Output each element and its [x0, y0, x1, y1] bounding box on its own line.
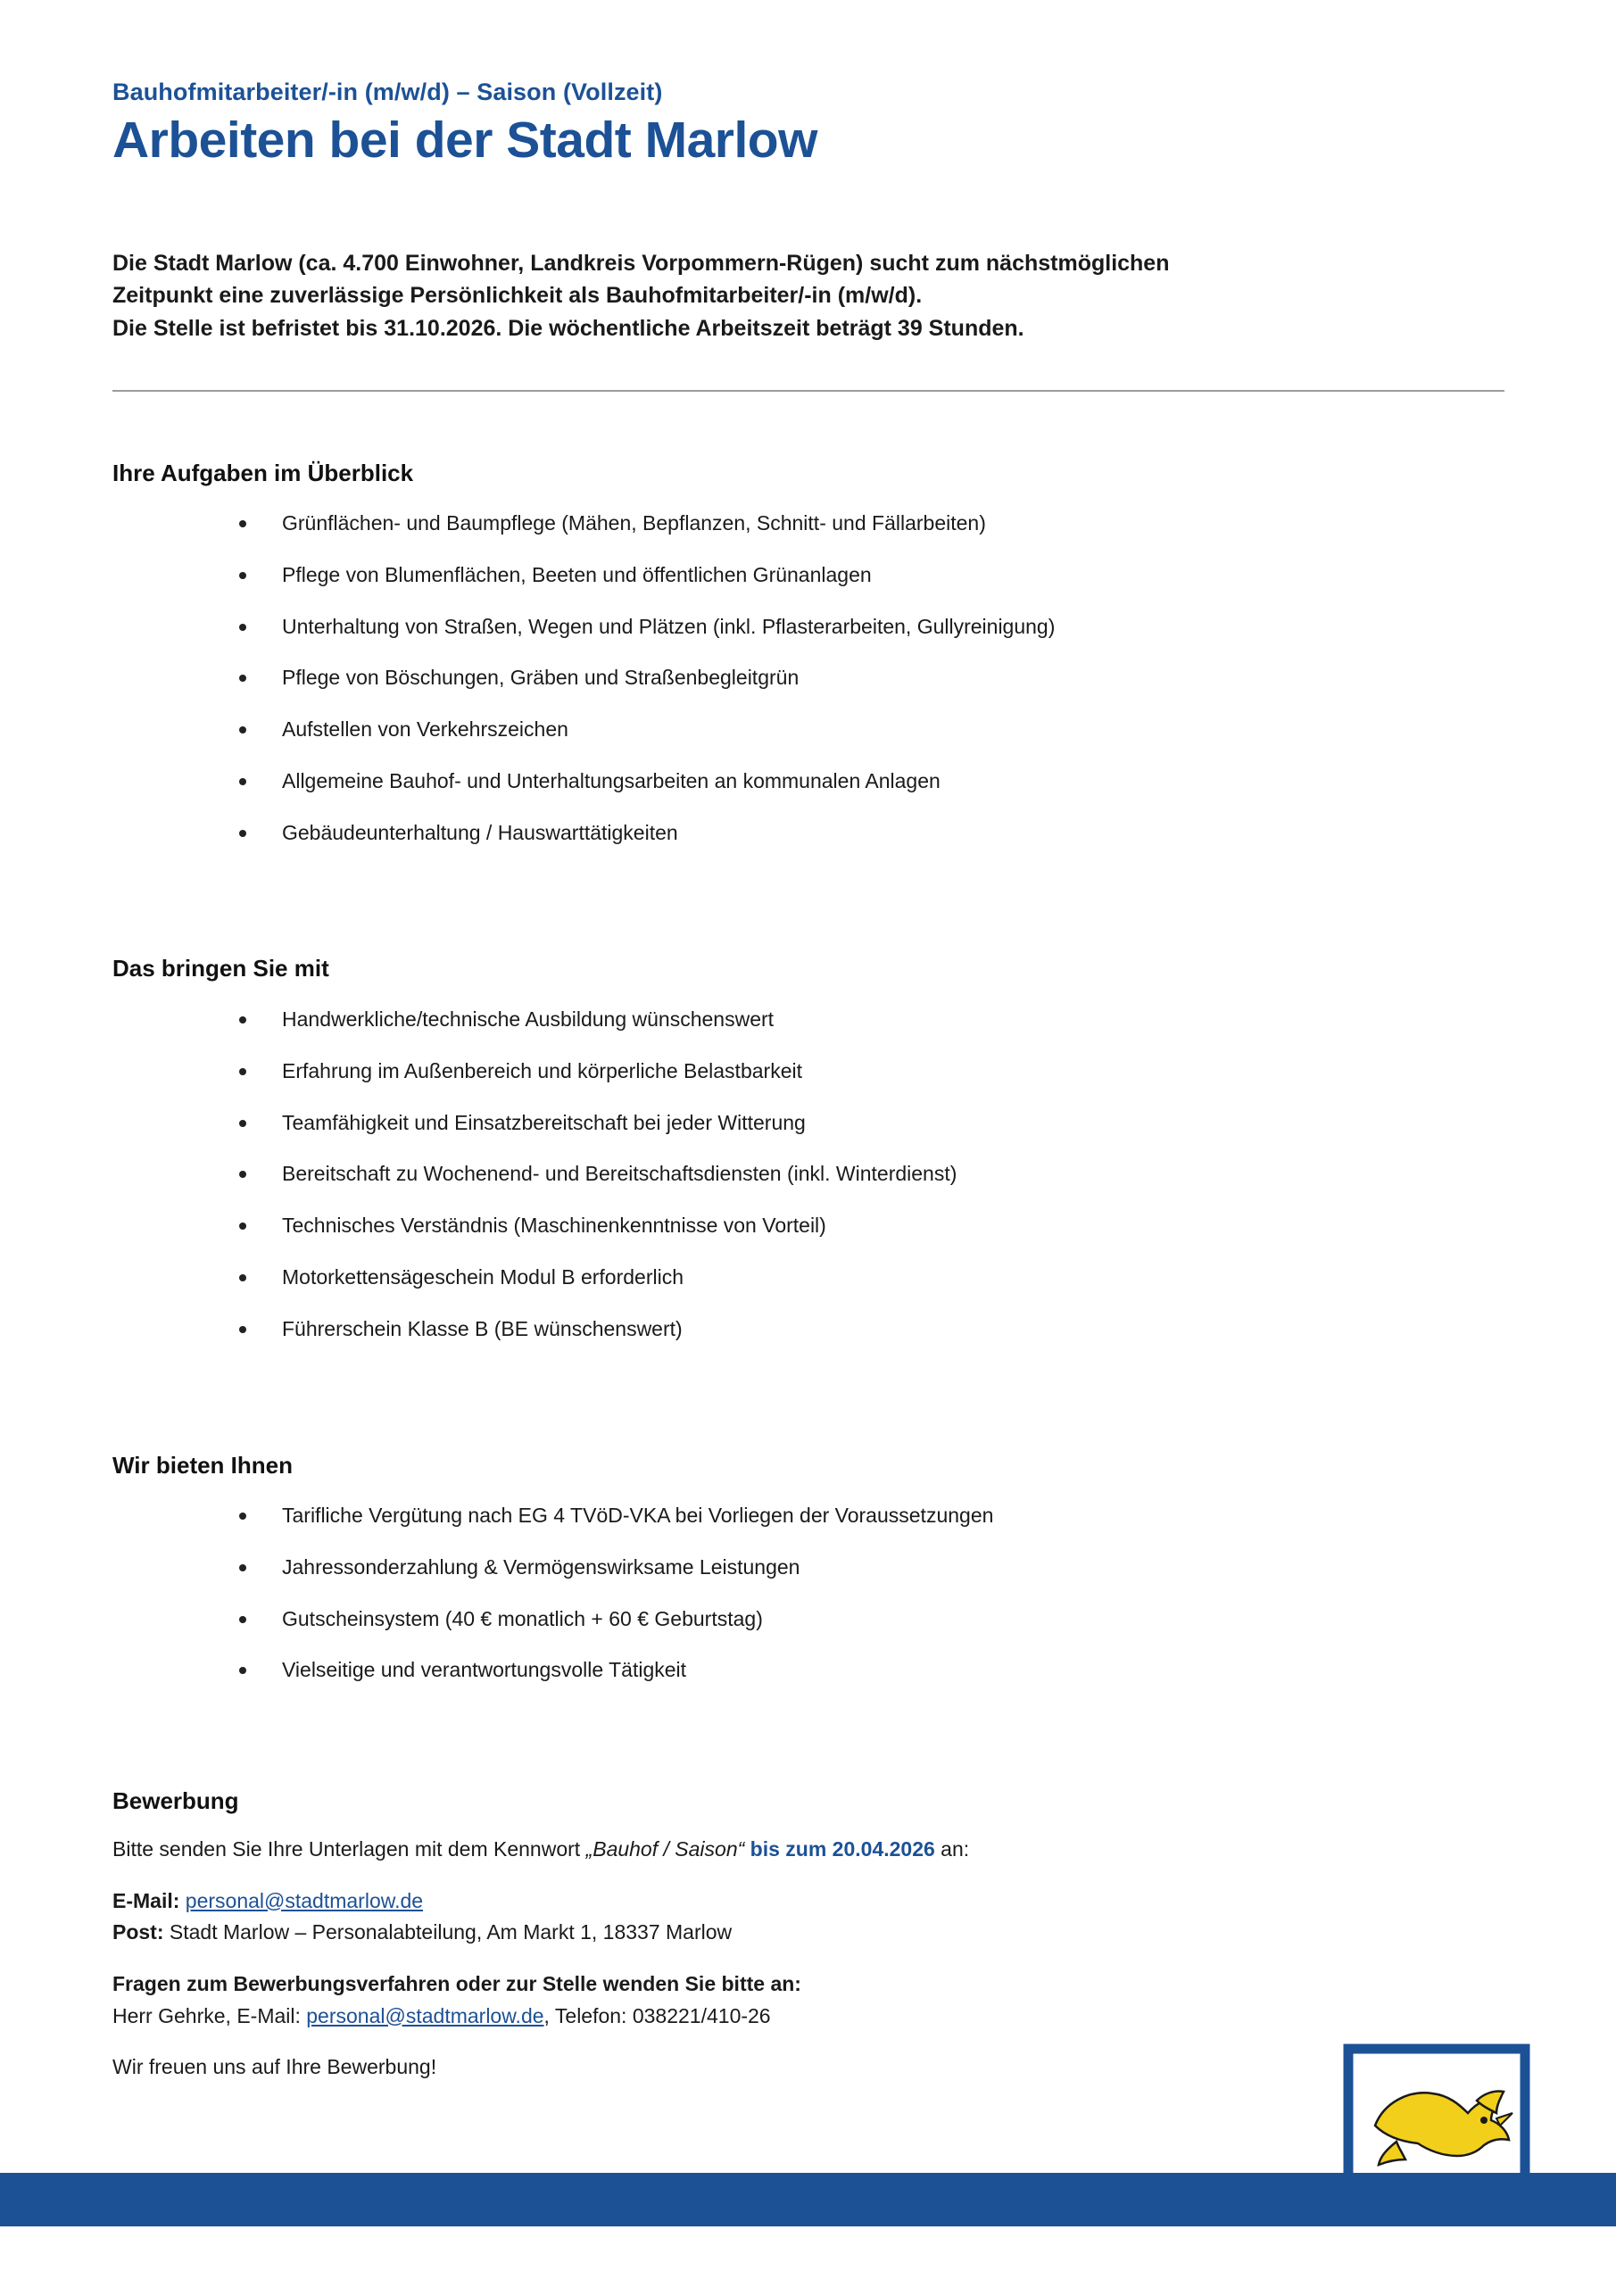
section-heading-anforderungen: Das bringen Sie mit [112, 955, 329, 982]
contact-prefix: Herr Gehrke, E-Mail: [112, 2003, 307, 2027]
list-angebot [230, 1503, 1497, 1709]
list-item [230, 665, 1497, 691]
list-item-label: Handwerkliche/technische Ausbildung wünschenswert [282, 1007, 775, 1031]
job-subtitle: Bauhofmitarbeiter/-in (m/w/d) – Saison (Vollzeit) [112, 79, 663, 105]
bullet-icon [239, 830, 246, 837]
list-item-label: Führerschein Klasse B (BE wünschenswert) [282, 1316, 683, 1340]
list-aufgaben [230, 510, 1497, 871]
email-link[interactable]: personal@stadtmarlow.de [185, 1888, 424, 1912]
post-label: Post: [112, 1920, 164, 1944]
intro-line-1: Die Stadt Marlow (ca. 4.700 Einwohner, Landkreis Vorpommern-Rügen) sucht zum nächstmöglichen [112, 251, 1170, 276]
send-suffix: an: [934, 1837, 970, 1861]
bullet-icon [239, 1171, 246, 1178]
bullet-icon [239, 572, 246, 579]
list-item-label: Grünflächen- und Baumpflege (Mähen, Bepflanzen, Schnitt- und Fällarbeiten) [282, 511, 986, 535]
bullet-icon [239, 1513, 246, 1520]
post-line [112, 1917, 1451, 1949]
list-item [230, 562, 1497, 588]
bullet-icon [239, 1667, 246, 1674]
list-item [230, 1657, 1497, 1683]
list-item [230, 510, 1497, 536]
list-item [230, 1161, 1497, 1187]
list-item-label: Vielseitige und verantwortungsvolle Tätigkeit [282, 1658, 687, 1682]
list-item-label: Unterhaltung von Straßen, Wegen und Plätzen (inkl. Pflasterarbeiten, Gullyreinigung) [282, 614, 1056, 638]
intro-line-3: Die Stelle ist befristet bis 31.10.2026. Die wöchentliche Arbeitszeit beträgt 39 Stunden. [112, 315, 1024, 341]
list-anforderungen [230, 1007, 1497, 1367]
contact-line [112, 2001, 1451, 2033]
bullet-icon [239, 1068, 246, 1075]
list-item-label: Tarifliche Vergütung nach EG 4 TVöD-VKA bei Vorliegen der Voraussetzungen [282, 1504, 994, 1527]
list-item-label: Aufstellen von Verkehrszeichen [282, 717, 568, 741]
list-item [230, 1316, 1497, 1342]
list-item-label: Gutscheinsystem (40 € monatlich + 60 € Geburtstag) [282, 1606, 763, 1630]
list-item-label: Erfahrung im Außenbereich und körperliche Belastbarkeit [282, 1058, 802, 1082]
list-item [230, 1058, 1497, 1084]
bullet-icon [239, 1274, 246, 1281]
list-item [230, 768, 1497, 794]
list-item-label: Technisches Verständnis (Maschinenkenntnisse von Vorteil) [282, 1214, 826, 1237]
list-item-label: Pflege von Blumenflächen, Beeten und öffentlichen Grünanlagen [282, 562, 872, 586]
list-item [230, 1110, 1497, 1136]
list-item-label: Bereitschaft zu Wochenend- und Bereitschaftsdiensten (inkl. Winterdienst) [282, 1162, 957, 1186]
contact-email-link[interactable]: personal@stadtmarlow.de [306, 2003, 544, 2027]
email-label: E-Mail: [112, 1888, 180, 1912]
bullet-icon [239, 675, 246, 682]
questions-heading: Fragen zum Bewerbungsverfahren oder zur Stelle wenden Sie bitte an: [112, 1971, 801, 1995]
footer-white-strip [0, 2226, 1616, 2296]
application-instructions [112, 1834, 1451, 1866]
list-item-label: Pflege von Böschungen, Gräben und Straßenbegleitgrün [282, 666, 800, 690]
bullet-icon [239, 1326, 246, 1333]
section-heading-angebot: Wir bieten Ihnen [112, 1452, 293, 1479]
list-item [230, 614, 1497, 640]
post-address: Stadt Marlow – Personalabteilung, Am Markt 1, 18337 Marlow [169, 1920, 733, 1944]
send-prefix: Bitte senden Sie Ihre Unterlagen mit dem Kennwort [112, 1837, 586, 1861]
bullet-icon [239, 624, 246, 631]
list-item [230, 1213, 1497, 1239]
bullet-icon [239, 520, 246, 527]
bullet-icon [239, 1564, 246, 1571]
bullet-icon [239, 1223, 246, 1230]
list-item [230, 1554, 1497, 1580]
list-item [230, 1503, 1497, 1529]
footer-accent-bar [0, 2173, 1616, 2226]
list-item [230, 1264, 1497, 1290]
application-block [112, 1834, 1451, 2103]
list-item-label: Teamfähigkeit und Einsatzbereitschaft bei jeder Witterung [282, 1110, 806, 1134]
section-heading-bewerbung: Bewerbung [112, 1787, 239, 1814]
bullet-icon [239, 1616, 246, 1623]
application-keyword: „Bauhof / Saison“ [585, 1837, 745, 1861]
closing-line: Wir freuen uns auf Ihre Bewerbung! [112, 2055, 437, 2079]
list-item [230, 717, 1497, 742]
section-heading-aufgaben: Ihre Aufgaben im Überblick [112, 460, 414, 486]
list-item [230, 1007, 1497, 1032]
document-header [112, 79, 1504, 169]
header-divider [112, 390, 1504, 392]
bullet-icon [239, 726, 246, 734]
intro-line-2: Zeitpunkt eine zuverlässige Persönlichkeit als Bauhofmitarbeiter/-in (m/w/d). [112, 283, 923, 309]
intro-paragraph [112, 247, 1469, 344]
list-item-label: Gebäudeunterhaltung / Hauswarttätigkeiten [282, 820, 678, 844]
contact-phone: , Telefon: 038221/410-26 [543, 2003, 771, 2027]
email-line [112, 1886, 1451, 1918]
list-item-label: Motorkettensägeschein Modul B erforderlich [282, 1264, 684, 1289]
application-deadline: bis zum 20.04.2026 [750, 1837, 935, 1861]
list-item [230, 1606, 1497, 1632]
list-item-label: Allgemeine Bauhof- und Unterhaltungsarbeiten an kommunalen Anlagen [282, 768, 941, 792]
bullet-icon [239, 778, 246, 785]
bullet-icon [239, 1120, 246, 1127]
page-title: Arbeiten bei der Stadt Marlow [112, 112, 817, 169]
bullet-icon [239, 1016, 246, 1024]
list-item-label: Jahressonderzahlung & Vermögenswirksame Leistungen [282, 1554, 800, 1579]
list-item [230, 820, 1497, 846]
